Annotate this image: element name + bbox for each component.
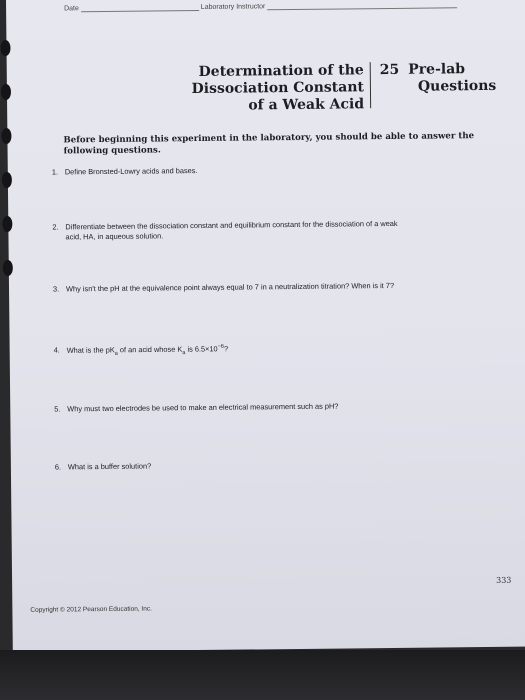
question-text: of an acid whose K <box>117 344 183 355</box>
question-1 <box>52 163 497 178</box>
subscript: a <box>182 350 186 357</box>
page-number: 333 <box>496 575 512 585</box>
copyright-notice: Copyright © 2012 Pearson Education, Inc. <box>30 605 152 614</box>
experiment-number: 25 <box>379 61 400 79</box>
question-number: 3. <box>52 284 60 294</box>
question-text: What is the pK <box>66 345 115 355</box>
question-3 <box>53 280 498 295</box>
intro-text: Before beginning this experiment in the laboratory, you should be able to answer the following questions. <box>63 131 475 157</box>
title-line: Determination of the <box>198 62 364 80</box>
question-text: Why isn't the pH at the equivalence point always equal to 7 in a neutralization titration? When is it 7? <box>65 280 395 294</box>
binder-hole <box>1 84 11 100</box>
header-line <box>64 1 457 12</box>
instructor-rule <box>267 1 457 10</box>
subscript: a <box>114 350 118 357</box>
question-number: 2. <box>52 222 59 232</box>
title-divider <box>370 62 371 108</box>
question-number: 1. <box>51 167 59 177</box>
question-text: Differentiate between the dissociation constant and equilibrium constant for the dissociation of a weak <box>65 218 398 232</box>
question-text: Why must two electrodes be used to make an electrical measurement such as pH? <box>67 401 339 414</box>
question-text: ? <box>223 344 229 354</box>
title-line: of a Weak Acid <box>248 96 365 114</box>
title-line: Dissociation Constant <box>191 79 365 98</box>
prelab-label: Pre-lab <box>408 61 466 78</box>
superscript: −6 <box>217 343 224 350</box>
question-2 <box>52 218 497 243</box>
question-number: 5. <box>54 404 61 414</box>
question-6 <box>55 458 500 473</box>
question-text-cont: acid, HA, in aqueous solution. <box>65 231 164 242</box>
binder-hole <box>2 172 12 188</box>
prelab-heading <box>380 61 497 96</box>
question-text: What is a buffer solution? <box>67 461 152 472</box>
question-number: 6. <box>54 462 62 472</box>
experiment-title <box>191 62 364 115</box>
instructor-label: Laboratory Instructor <box>200 3 266 11</box>
questions-label: Questions <box>417 77 497 95</box>
question-text: Define Bronsted-Lowry acids and bases. <box>64 166 198 177</box>
question-4 <box>54 339 499 360</box>
question-5 <box>54 400 499 415</box>
worksheet-page <box>6 0 525 652</box>
binder-hole <box>1 128 11 144</box>
question-number: 4. <box>53 345 60 355</box>
title-block <box>191 61 497 114</box>
binder-hole <box>3 260 13 276</box>
date-label: Date <box>64 5 79 13</box>
binder-hole <box>2 216 12 232</box>
binder-hole <box>0 40 10 56</box>
question-text: is 6.5×10 <box>185 344 218 354</box>
date-rule <box>81 4 199 12</box>
table-background <box>0 650 525 700</box>
